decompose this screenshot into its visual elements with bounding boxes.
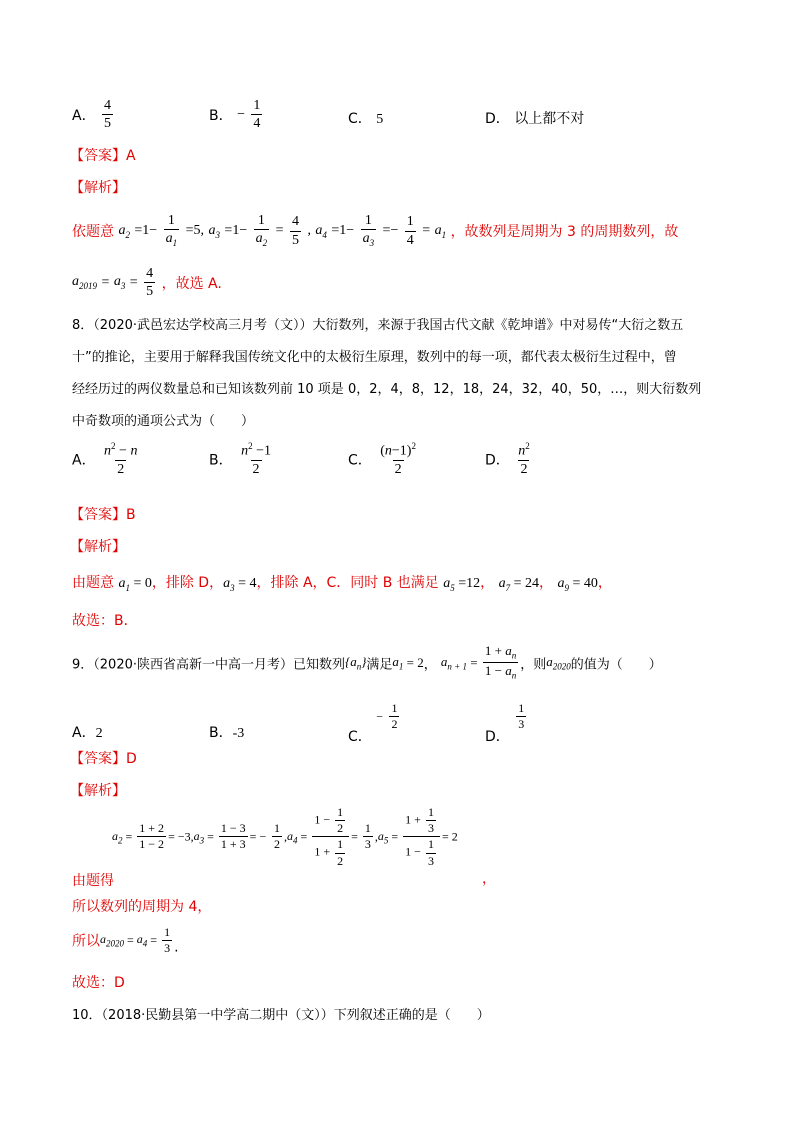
q8-option-a: A． $\frac{n^2 - n}{2}$ [72,441,138,478]
q8-option-c: C． $\frac{(n-1)^2}{2}$ [348,441,416,478]
q9-comma: ， [482,871,496,887]
fraction: $\frac{1}{a_2}$ [255,213,268,249]
q8-option-b: B． $\frac{n^2 -1}{2}$ [209,441,271,478]
q9-by-problem: 由题得 [72,873,114,889]
fraction: $\frac{1}{2}$ [274,821,281,852]
q8-answer: 【答案】B [70,507,136,523]
fraction: $\frac{4}{5}$ [146,266,154,300]
q9-solution-equation: $a_2$ = $\frac{1 + 2}{1 - 2}$ = $-3,a_3$ = $\frac{1 - 3}{1 + 3}$ = − $\frac{1}{2}$ $,a_4$ = 1 − $\frac{1}{2}$ 1 + $\frac{1}{2}$ = $\frac{1}{3}$ $,a_5$ = 1 + $\frac{1}{3}$ 1 − $\frac{1}{3}$ = 2 [112,805,458,868]
fraction: $\frac{4}{5}$ [104,98,112,132]
q8-analysis-label: 【解析】 [70,539,126,555]
fraction: $\frac{1 + 2}{1 - 2}$ [139,821,165,852]
q7-option-b: B． − $\frac{1}{4}$ [209,98,261,132]
fraction: $\frac{1}{4}$ [253,98,261,132]
q9-stem: 9．（2020·陕西省高新一中高一月考）已知数列$\{a_n\}$满足$a_1 = 2$， $a_{n + 1}$ = $\frac{1 + a_n}{1 - a_n}$ ，则$a_{2020}$的值为（ ） [72,643,662,682]
option-a-label: A． [72,107,96,124]
q7-option-d: D． 以上都不对 [485,111,585,127]
fraction: $\frac{(n-1)^2}{2}$ [380,441,416,478]
fraction: $\frac{1 + a_n}{1 - a_n}$ [484,643,517,682]
fraction: $\frac{n^2 - n}{2}$ [104,441,138,478]
fraction: $\frac{1}{3}$ [164,925,171,956]
fraction: $\frac{n^2 -1}{2}$ [241,441,271,478]
q7-option-c: C． 5 [348,111,384,127]
q9-option-c: C． − $\frac{1}{2}$ [348,701,398,745]
q8-option-d: D． $\frac{n^2}{2}$ [485,441,530,478]
fraction: $\frac{n^2}{2}$ [518,441,530,478]
q9-so-line: 所以$a_{2020} = a_4$ = $\frac{1}{3}$ . [72,925,179,956]
q10-stem: 10．（2018·民勤县第一中学高二期中（文））下列叙述正确的是（ ） [72,1008,490,1023]
fraction: $\frac{1 - 3}{1 + 3}$ [220,821,246,852]
q8-stem-line2: 十”的推论，主要用于解释我国传统文化中的太极衍生原理，数列中的每一项，都代表太极衍生过程中，曾 [72,350,677,365]
q7-answer: 【答案】A [70,148,136,164]
q9-option-b: B．-3 [209,725,245,741]
q9-answer: 【答案】D [70,751,137,767]
q7-options [72,98,732,138]
fraction: 1 − $\frac{1}{2}$ 1 + $\frac{1}{2}$ [312,806,349,868]
q9-option-d: D． $\frac{1}{3}$ [485,701,525,745]
q7-analysis-label: 【解析】 [70,180,126,196]
fraction: $\frac{1}{2}$ [391,701,398,732]
q9-conclusion: 故选：D [72,975,125,991]
q8-stem-line4: 中奇数项的通项公式为（ ） [72,414,255,429]
q7-solution-line2: $a_{2019} = a_3$ = $\frac{4}{5}$ ，故选 A. [72,266,222,300]
q9-analysis-label: 【解析】 [70,783,126,799]
fraction: $\frac{1}{4}$ [406,214,414,248]
option-b-label: B． [209,107,233,124]
q8-stem-line3: 经经历过的两仪数量总和已知该数列前 10 项是 0，2，4，8，12，18，24，32，40，50，…，则大衍数列 [72,382,702,397]
q9-options [72,701,732,745]
fraction: $\frac{1}{a_3}$ [362,213,375,249]
q8-stem-line1: 8．（2020·武邑宏达学校高三月考（文））大衍数列，来源于我国古代文献《乾坤谱》中对易传“大衍之数五 [72,318,684,333]
fraction: $\frac{4}{5}$ [291,214,299,248]
q8-conclusion: 故选：B． [72,613,138,629]
fraction: $\frac{1}{3}$ [518,701,525,732]
fraction: 1 + $\frac{1}{3}$ 1 − $\frac{1}{3}$ [403,806,440,868]
fraction: $\frac{1}{3}$ [364,821,371,852]
q8-options [72,442,732,488]
fraction: $\frac{1}{a_1}$ [165,213,178,249]
q9-option-a: A．2 [72,725,103,741]
q8-solution-line: 由题意 $a_1 = 0$，排除 D，$a_3 = 4$，排除 A，C．同时 B 也满足 $a_5 =12$， $a_7 = 24$， $a_9 = 40$， [72,575,612,593]
q9-period-text: 所以数列的周期为 4， [72,899,212,915]
q7-solution-line1: 依题意 $a_2 =1-$ $\frac{1}{a_1}$ =5, $a_3 =1-$ $\frac{1}{a_2}$ = $\frac{4}{5}$ , $a_4 =1-$ $\frac{1}{a_3}$ =− $\frac{1}{4}$ = $a_1$ ，故数列是周期为 3 的周期数列，故 [72,213,679,249]
q7-option-a [72,98,115,132]
